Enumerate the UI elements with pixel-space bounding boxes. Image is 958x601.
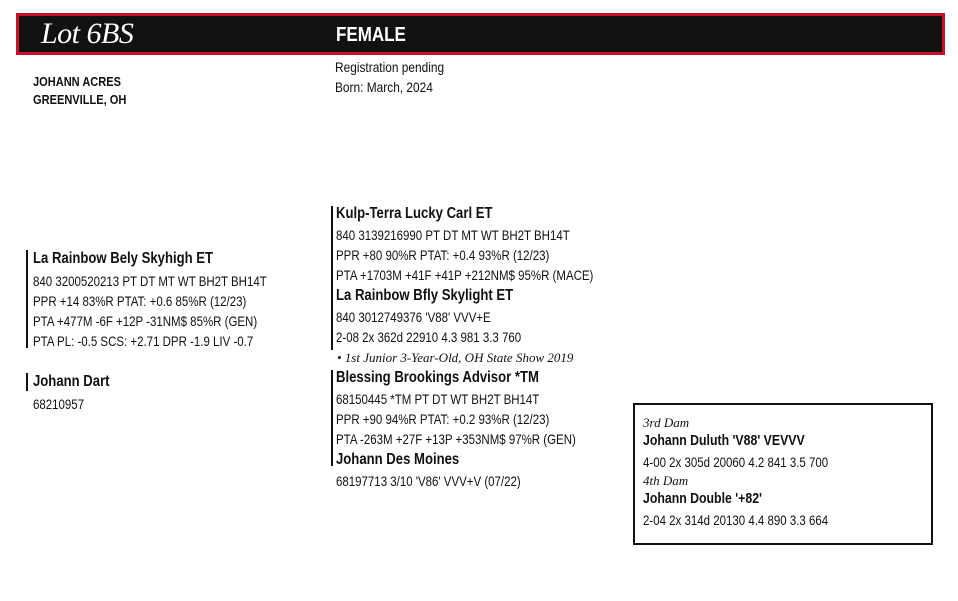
- extended-dams-box: [633, 403, 933, 545]
- sire-line: PTA PL: -0.5 SCS: +2.71 DPR -1.9 LIV -0.7: [33, 333, 254, 349]
- maternal-grandsire-line: PPR +90 94%R PTAT: +0.2 93%R (12/23): [336, 411, 550, 427]
- maternal-granddam-line: 68197713 3/10 'V86' VVV+V (07/22): [336, 473, 521, 489]
- dam-bracket: [26, 373, 28, 391]
- show-award-note: • 1st Junior 3-Year-Old, OH State Show 2019: [337, 350, 574, 365]
- maternal-grandsire-line: 68150445 *TM PT DT WT BH2T BH14T: [336, 391, 540, 407]
- consignor-name: JOHANN ACRES: [33, 74, 122, 89]
- consignor-location: GREENVILLE, OH: [33, 92, 127, 107]
- sire-line: PPR +14 83%R PTAT: +0.6 85%R (12/23): [33, 293, 247, 309]
- paternal-granddam-name: La Rainbow Bfly Skylight ET: [336, 287, 514, 304]
- fourth-dam-label: 4th Dam: [643, 473, 689, 488]
- third-dam-label: 3rd Dam: [643, 415, 690, 430]
- third-dam-record: 4-00 2x 305d 20060 4.2 841 3.5 700: [643, 454, 829, 470]
- paternal-grandsire-line: 840 3139216990 PT DT MT WT BH2T BH14T: [336, 227, 570, 243]
- third-dam-name: Johann Duluth 'V88' VEVVV: [643, 432, 805, 449]
- dam-name: Johann Dart: [33, 373, 110, 390]
- paternal-granddam-line: 2-08 2x 362d 22910 4.3 981 3.3 760: [336, 329, 522, 345]
- sire-name: La Rainbow Bely Skyhigh ET: [33, 250, 214, 267]
- paternal-grandparents-bracket: [331, 206, 333, 350]
- sire-bracket: [26, 250, 28, 348]
- dam-registration: 68210957: [33, 396, 85, 412]
- registration-status: Registration pending: [335, 59, 445, 75]
- animal-sex: FEMALE: [336, 24, 406, 46]
- fourth-dam-name: Johann Double '+82': [643, 490, 762, 507]
- paternal-granddam-line: 840 3012749376 'V88' VVV+E: [336, 309, 491, 325]
- paternal-grandsire-line: PTA +1703M +41F +41P +212NM$ 95%R (MACE): [336, 267, 594, 283]
- lot-header-banner: [16, 13, 945, 55]
- maternal-grandsire-line: PTA -263M +27F +13P +353NM$ 97%R (GEN): [336, 431, 576, 447]
- fourth-dam-record: 2-04 2x 314d 20130 4.4 890 3.3 664: [643, 512, 829, 528]
- sire-line: PTA +477M -6F +12P -31NM$ 85%R (GEN): [33, 313, 258, 329]
- lot-number: Lot 6BS: [41, 17, 134, 50]
- maternal-grandsire-name: Blessing Brookings Advisor *TM: [336, 369, 539, 386]
- birth-date: Born: March, 2024: [335, 79, 433, 95]
- maternal-granddam-name: Johann Des Moines: [336, 451, 460, 468]
- paternal-grandsire-name: Kulp-Terra Lucky Carl ET: [336, 205, 493, 222]
- paternal-grandsire-line: PPR +80 90%R PTAT: +0.4 93%R (12/23): [336, 247, 550, 263]
- sire-line: 840 3200520213 PT DT MT WT BH2T BH14T: [33, 273, 267, 289]
- maternal-grandparents-bracket: [331, 370, 333, 466]
